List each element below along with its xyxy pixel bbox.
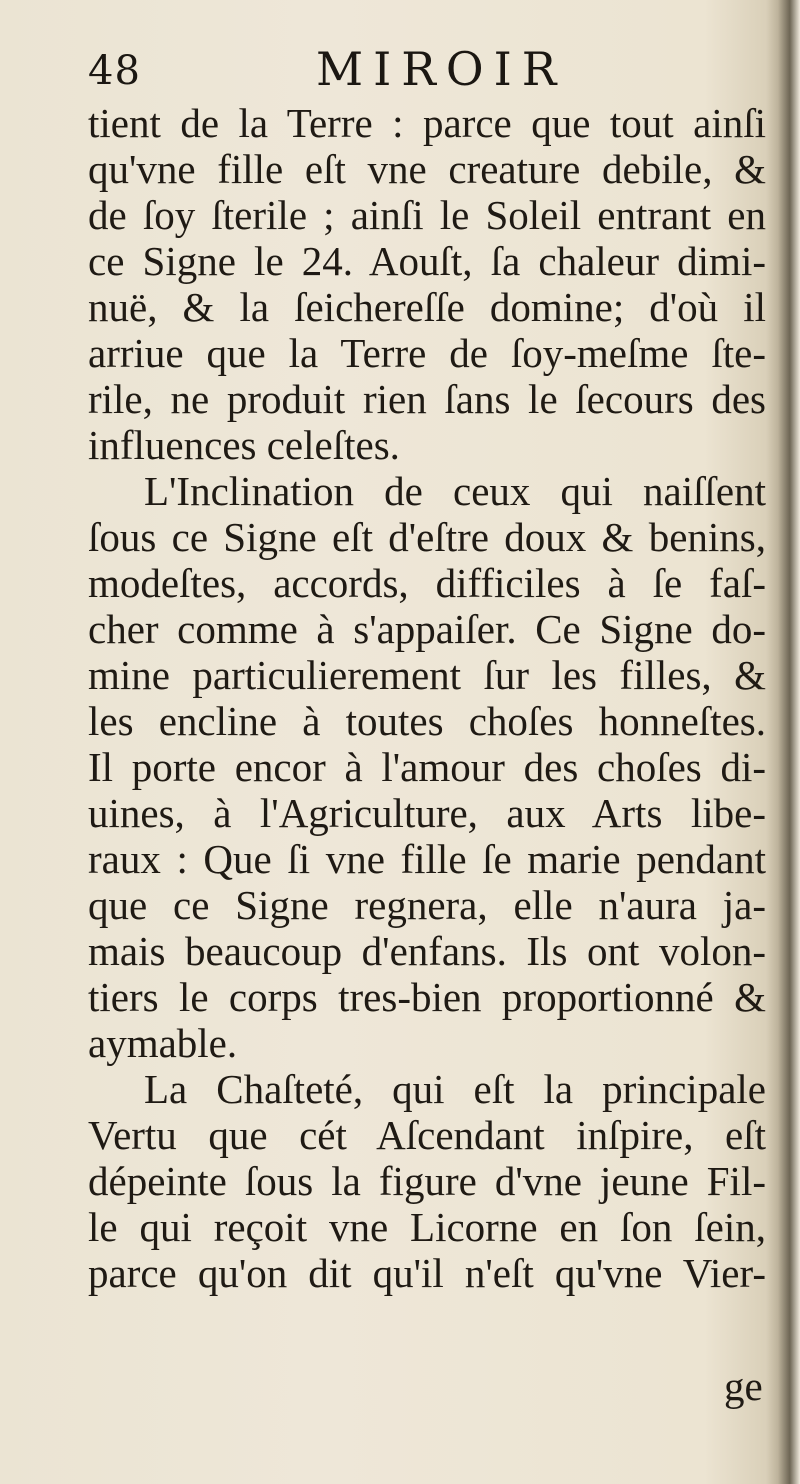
text-line: modeſtes, accords, difficiles à ſe faſ- <box>88 560 766 606</box>
text-line: raux : Que ſi vne fille ſe marie pendant <box>88 836 766 882</box>
text-line: que ce Signe regnera, elle n'aura ja- <box>88 882 766 928</box>
text-line: le qui reçoit vne Licorne en ſon ſein, <box>88 1204 766 1250</box>
text-line: mais beaucoup d'enfans. Ils ont volon- <box>88 928 766 974</box>
text-line: influences celeſtes. <box>88 422 400 468</box>
text-line: aymable. <box>88 1020 238 1066</box>
text-line: Il porte encor à l'amour des choſes di- <box>88 744 766 790</box>
catchword: ge <box>724 1363 763 1409</box>
text-line: mine particulierement ſur les filles, & <box>88 652 766 698</box>
running-head: MIROIR <box>316 42 567 96</box>
text-line: rile, ne produit rien ſans le ſecours des <box>88 376 766 422</box>
text-line: tiers le corps tres-bien proportionné & <box>88 974 766 1020</box>
text-line: uines, à l'Agriculture, aux Arts libe- <box>88 790 766 836</box>
text-line: parce qu'on dit qu'il n'eſt qu'vne Vier- <box>88 1250 766 1296</box>
text-line: cher comme à s'appaiſer. Ce Signe do- <box>88 606 766 652</box>
page-number: 48 <box>88 48 141 94</box>
text-line: ce Signe le 24. Aouſt, ſa chaleur dimi- <box>88 238 766 284</box>
paragraph-start-line: L'Inclination de ceux qui naiſſent <box>144 468 766 514</box>
text-line: dépeinte ſous la figure d'vne jeune Fil- <box>88 1158 766 1204</box>
text-line: de ſoy ſterile ; ainſi le Soleil entrant en <box>88 192 766 238</box>
text-line: qu'vne fille eſt vne creature debile, & <box>88 146 766 192</box>
text-line: Vertu que cét Aſcendant inſpire, eſt <box>88 1112 766 1158</box>
page-gutter-shadow <box>766 0 800 1484</box>
paragraph-start-line: La Chaſteté, qui eſt la principale <box>144 1066 766 1112</box>
page-header <box>88 40 648 100</box>
text-line: nuë, & la ſeichereſſe domine; d'où il <box>88 284 766 330</box>
text-line: arriue que la Terre de ſoy-meſme ſte- <box>88 330 766 376</box>
text-line: tient de la Terre : parce que tout ainſi <box>88 100 766 146</box>
text-line: les encline à toutes choſes honneſtes. <box>88 698 766 744</box>
text-line: ſous ce Signe eſt d'eſtre doux & benins, <box>88 514 766 560</box>
body-text <box>88 100 766 1296</box>
